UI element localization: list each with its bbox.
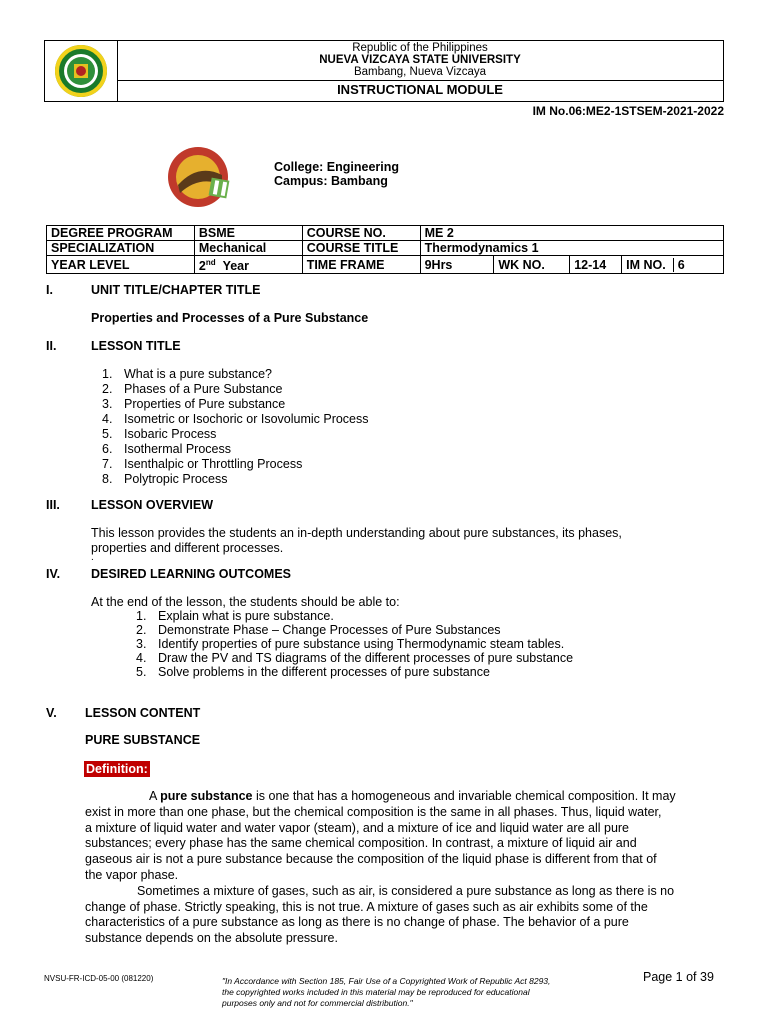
list-item: 4. Isometric or Isochoric or Isovolumic Process xyxy=(102,412,369,426)
course-info-table xyxy=(46,225,724,274)
copyright-notice xyxy=(222,976,614,1009)
year-number: 2 xyxy=(198,259,206,274)
definition-paragraph xyxy=(85,789,723,947)
im-number: IM No.06:ME2-1STSEM-2021-2022 xyxy=(532,104,724,118)
list-item: 7. Isenthalpic or Throttling Process xyxy=(102,457,303,471)
list-item: 1. What is a pure substance? xyxy=(102,367,272,381)
definition-label: Definition: xyxy=(86,762,148,776)
engineering-logo-icon xyxy=(160,145,240,209)
paragraph-line: A pure substance is one that has a homogeneous and invariable chemical composition. It may xyxy=(149,789,676,803)
time-frame-label: TIME FRAME xyxy=(302,256,420,274)
overview-text xyxy=(91,526,727,556)
subsection-title: PURE SUBSTANCE xyxy=(85,733,201,747)
list-item: 3. Identify properties of pure substance using Thermodynamic steam tables. xyxy=(136,637,565,651)
paragraph-line: substance depends on the absolute pressure. xyxy=(85,931,338,946)
list-item: 8. Polytropic Process xyxy=(102,472,228,486)
course-title-label: COURSE TITLE xyxy=(302,241,420,256)
list-item: 1. Explain what is pure substance. xyxy=(136,609,334,623)
degree-program-value: BSME xyxy=(194,226,302,241)
table-row xyxy=(47,256,724,274)
overview-line: properties and different processes. xyxy=(91,541,284,555)
course-no-value: ME 2 xyxy=(420,226,723,241)
university-location: Bambang, Nueva Vizcaya xyxy=(353,66,487,78)
course-no-label: COURSE NO. xyxy=(302,226,420,241)
paragraph-line: gaseous air is not a pure substance because the composition of the liquid phase is different from that of xyxy=(85,852,657,867)
module-title: INSTRUCTIONAL MODULE xyxy=(337,82,503,97)
outcomes-list xyxy=(136,609,573,679)
overview-dot: . xyxy=(91,552,94,563)
section-3-number: III. xyxy=(46,498,60,512)
paragraph-line: a mixture of liquid water and water vapor (steam), and a mixture of ice and liquid water are all pure xyxy=(85,820,630,835)
year-level-value xyxy=(194,256,302,274)
section-1-title: UNIT TITLE/CHAPTER TITLE xyxy=(91,283,261,297)
university-seal-icon xyxy=(45,41,117,101)
list-item: 5. Solve problems in the different processes of pure substance xyxy=(136,665,490,679)
paragraph-line: the vapor phase. xyxy=(85,867,179,882)
chapter-title: Properties and Processes of a Pure Substance xyxy=(91,311,369,325)
week-no-label: WK NO. xyxy=(494,256,570,274)
section-2-number: II. xyxy=(46,339,57,353)
specialization-label: SPECIALIZATION xyxy=(47,241,195,256)
paragraph-line: substances; every phase has the same chemical composition. In contrast, a mixture of liquid air and xyxy=(85,836,637,851)
page-number: Page 1 of 39 xyxy=(643,970,714,984)
definition-label-wrap xyxy=(84,760,150,778)
list-item: 2. Phases of a Pure Substance xyxy=(102,382,283,396)
paragraph-line: change of phase. Strictly speaking, this is not true. A mixture of gases such as air exhibits some of the xyxy=(85,899,648,914)
university-seal-cell xyxy=(45,41,118,101)
document-header xyxy=(44,40,724,102)
time-frame-value: 9Hrs xyxy=(420,256,494,274)
notice-line: purposes only and not for commercial distribution." xyxy=(222,998,413,1008)
section-4-title: DESIRED LEARNING OUTCOMES xyxy=(91,567,292,581)
university-name: NUEVA VIZCAYA STATE UNIVERSITY xyxy=(319,54,521,66)
republic-line: Republic of the Philippines xyxy=(352,42,488,54)
im-no-value: 6 xyxy=(673,258,685,272)
outcomes-intro: At the end of the lesson, the students should be able to: xyxy=(91,595,400,609)
table-row xyxy=(47,241,724,256)
year-suffix: nd xyxy=(205,258,216,267)
overview-line: This lesson provides the students an in-depth understanding about pure substances, its phases, xyxy=(91,526,622,540)
form-code: NVSU-FR-ICD-05-00 (081220) xyxy=(44,974,154,983)
year-level-label: YEAR LEVEL xyxy=(47,256,195,274)
notice-line: the copyrighted works included in this material may be reproduced for educational xyxy=(222,987,530,997)
section-1-number: I. xyxy=(46,283,53,297)
college-logo xyxy=(160,145,240,209)
section-3-title: LESSON OVERVIEW xyxy=(91,498,214,512)
section-4-number: IV. xyxy=(46,567,61,581)
course-title-value: Thermodynamics 1 xyxy=(420,241,723,256)
list-item: 5. Isobaric Process xyxy=(102,427,217,441)
list-item: 6. Isothermal Process xyxy=(102,442,231,456)
list-item: 3. Properties of Pure substance xyxy=(102,397,286,411)
section-2-title: LESSON TITLE xyxy=(91,339,181,353)
specialization-value: Mechanical xyxy=(194,241,302,256)
list-item: 4. Draw the PV and TS diagrams of the different processes of pure substance xyxy=(136,651,574,665)
college-campus-block xyxy=(274,160,399,188)
degree-program-label: DEGREE PROGRAM xyxy=(47,226,195,241)
campus-label: Campus: Bambang xyxy=(274,174,388,188)
im-no-cell xyxy=(622,256,724,274)
section-5-title: LESSON CONTENT xyxy=(85,706,201,720)
college-label: College: Engineering xyxy=(274,160,400,174)
paragraph-line: characteristics of a pure substance as long as there is no change of phase. The behavior of a pure xyxy=(85,915,629,930)
notice-line: "In Accordance with Section 185, Fair Use of a Copyrighted Work of Republic Act 8293, xyxy=(222,976,551,986)
header-institution xyxy=(117,41,723,81)
paragraph-line: Sometimes a mixture of gases, such as air, is considered a pure substance as long as there is no xyxy=(137,883,675,898)
year-word: Year xyxy=(222,259,249,274)
im-no-label: IM NO. xyxy=(626,257,666,272)
section-5-number: V. xyxy=(46,706,57,720)
lesson-list xyxy=(102,367,369,487)
list-item: 2. Demonstrate Phase – Change Processes of Pure Substances xyxy=(136,623,501,637)
table-row xyxy=(47,226,724,241)
paragraph-line: exist in more than one phase, but the chemical composition is the same in all phases. Thus, liquid water, xyxy=(85,804,662,819)
week-no-value: 12-14 xyxy=(570,256,622,274)
